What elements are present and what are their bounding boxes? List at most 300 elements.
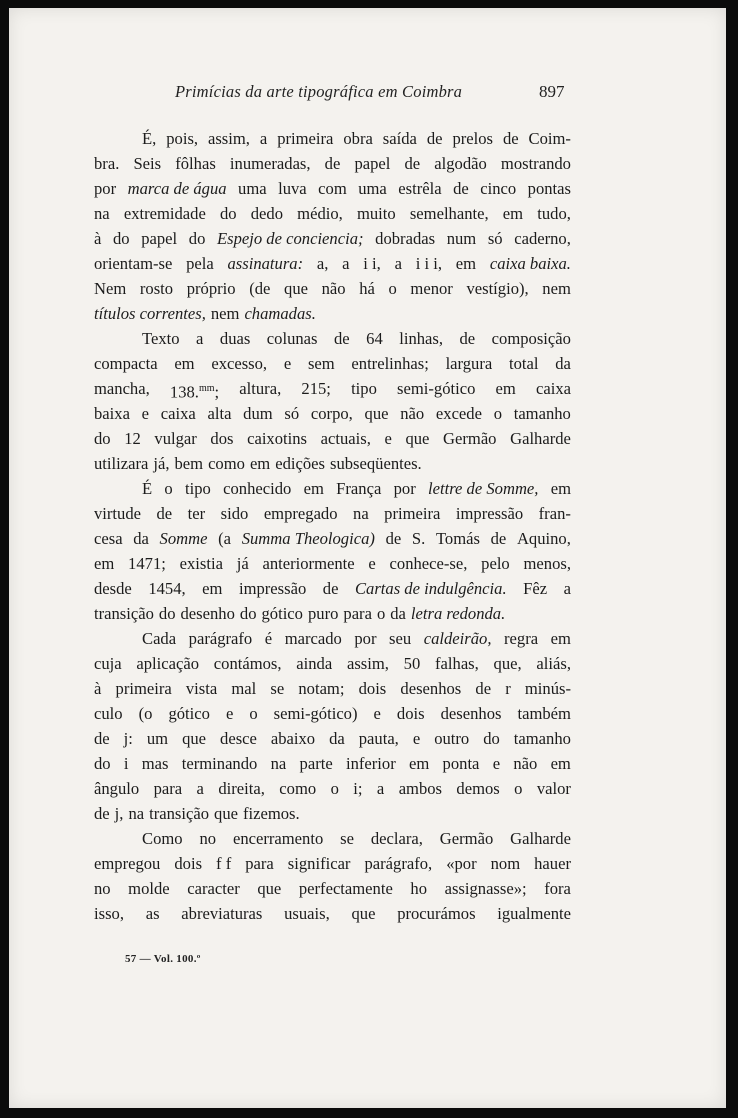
- word: é: [264, 629, 273, 648]
- word: dum: [243, 404, 273, 423]
- word: a: [376, 779, 385, 798]
- text-line: [94, 701, 571, 726]
- word: nom: [490, 854, 521, 873]
- word: de: [156, 504, 173, 523]
- word: encerramento: [232, 829, 324, 848]
- word: colunas: [266, 329, 318, 348]
- word: abreviaturas: [181, 904, 263, 923]
- word: direita,: [218, 779, 265, 798]
- running-title: Primícias da arte tipográfica em Coimbra: [175, 82, 463, 101]
- word: ambos: [398, 779, 443, 798]
- word: desde: [94, 579, 132, 598]
- word: títulos correntes,: [94, 304, 206, 323]
- signature-mark: 57 — Vol. 100.º: [125, 953, 201, 965]
- word: Galharde: [510, 829, 571, 848]
- word: só: [487, 229, 503, 248]
- word: pela: [186, 254, 214, 273]
- word: com: [318, 179, 347, 198]
- word: a: [342, 254, 350, 273]
- word: de: [94, 729, 110, 748]
- word: que: [405, 429, 430, 448]
- word: dois: [174, 854, 203, 873]
- word: em: [174, 354, 195, 373]
- word: a: [394, 254, 402, 273]
- word: caixa: [535, 379, 571, 398]
- word: aplicação: [136, 654, 200, 673]
- word: França: [336, 479, 382, 498]
- word: minús-: [524, 679, 571, 698]
- word: caldeirão,: [423, 629, 492, 648]
- word: orientam-se: [94, 254, 173, 273]
- word: demos: [456, 779, 500, 798]
- text-line: [94, 201, 571, 226]
- word: nem: [210, 304, 240, 323]
- word: de: [404, 154, 421, 173]
- word: na: [270, 754, 287, 773]
- word: do: [483, 729, 500, 748]
- word: só: [284, 404, 300, 423]
- word: à: [94, 679, 102, 698]
- text-line: [94, 376, 571, 401]
- word: também: [517, 704, 571, 723]
- text-line: [94, 776, 571, 801]
- word: que: [364, 404, 389, 423]
- word: aliás,: [536, 654, 571, 673]
- page-number: 897: [539, 82, 565, 101]
- word: na: [94, 204, 110, 223]
- word: ainda: [296, 654, 333, 673]
- word: pontas: [527, 179, 571, 198]
- word: algodão: [434, 154, 487, 173]
- body-text: [94, 126, 571, 926]
- word: em: [550, 479, 571, 498]
- word: j,: [114, 804, 124, 823]
- word: fran-: [538, 504, 571, 523]
- word: Somme: [159, 529, 208, 548]
- text-line: [94, 676, 571, 701]
- text-line: [94, 826, 571, 851]
- text-line: [94, 876, 571, 901]
- word: e: [283, 354, 292, 373]
- word: molde: [128, 879, 170, 898]
- word: desenhos: [440, 704, 502, 723]
- word: muito: [356, 204, 396, 223]
- word: utilizara: [94, 454, 149, 473]
- word: outro: [434, 729, 470, 748]
- word: semi-gótico): [273, 704, 358, 723]
- word: assim,: [207, 129, 250, 148]
- word: o: [388, 279, 397, 298]
- word: mancha,: [94, 379, 150, 398]
- word: Germão: [443, 429, 497, 448]
- text-line: [94, 851, 571, 876]
- word: empregado: [263, 504, 338, 523]
- word: vulgar: [154, 429, 197, 448]
- word: declara,: [370, 829, 423, 848]
- page-header: [9, 82, 726, 106]
- word: contámos,: [213, 654, 282, 673]
- word: f f: [216, 854, 232, 873]
- text-line: [94, 501, 571, 526]
- word: anteriormente: [262, 554, 355, 573]
- word: impressão: [238, 579, 307, 598]
- word: perfectamente: [298, 879, 393, 898]
- word: parte: [299, 754, 333, 773]
- word: saída: [382, 129, 417, 148]
- word: j:: [123, 729, 133, 748]
- word: tipo: [185, 479, 211, 498]
- word: isso,: [94, 904, 124, 923]
- word: que: [284, 279, 308, 298]
- word: usuais,: [284, 904, 330, 923]
- word: Seis: [133, 154, 162, 173]
- word: Nem: [94, 279, 127, 298]
- word: em: [303, 479, 324, 498]
- word: linhas,: [399, 329, 444, 348]
- word: caixotins: [247, 429, 308, 448]
- word: que: [214, 804, 238, 823]
- word: obra: [343, 129, 373, 148]
- word: da: [133, 529, 149, 548]
- word: conhecido: [223, 479, 292, 498]
- word: baixa: [94, 404, 130, 423]
- word: inferior: [345, 754, 396, 773]
- word: primeira: [115, 679, 172, 698]
- word: tipo: [351, 379, 377, 398]
- word: uma: [358, 179, 387, 198]
- word: no: [94, 879, 111, 898]
- word: significar: [287, 854, 351, 873]
- word: o: [514, 779, 523, 798]
- word: tamanho: [513, 404, 571, 423]
- word: de: [490, 529, 507, 548]
- word: da: [390, 604, 406, 623]
- word: do: [94, 429, 111, 448]
- word: excede: [435, 404, 482, 423]
- word: como: [279, 779, 317, 798]
- word: 215;: [301, 379, 331, 398]
- word: a: [196, 779, 204, 798]
- word: da: [329, 729, 345, 748]
- word: gótico: [261, 604, 303, 623]
- word: o: [376, 604, 386, 623]
- word: empregou: [94, 854, 161, 873]
- word: abaixo: [270, 729, 316, 748]
- word: da: [555, 354, 571, 373]
- word: nem: [542, 279, 571, 298]
- word: vestígio),: [466, 279, 529, 298]
- word: valor: [536, 779, 571, 798]
- word: e: [373, 704, 381, 723]
- word: do: [113, 229, 130, 248]
- word: há: [359, 279, 375, 298]
- word: desenhos: [400, 679, 462, 698]
- word: um: [146, 729, 169, 748]
- word: vista: [185, 679, 218, 698]
- word: entrelinhas;: [351, 354, 429, 373]
- word: caixa: [160, 404, 196, 423]
- word: assignasse»;: [444, 879, 527, 898]
- word: do: [239, 604, 257, 623]
- word: de: [324, 154, 341, 173]
- word: fizemos.: [242, 804, 300, 823]
- word: Cada: [142, 629, 177, 648]
- word: para: [343, 604, 372, 623]
- text-line: [94, 451, 571, 476]
- word: falhas,: [435, 654, 479, 673]
- word: de: [94, 804, 110, 823]
- word: parágrafo: [188, 629, 253, 648]
- word: o: [249, 704, 258, 723]
- word: assim,: [346, 654, 389, 673]
- word: i i,: [363, 254, 381, 273]
- word: e: [141, 404, 150, 423]
- word: 64: [366, 329, 383, 348]
- word: em: [502, 204, 524, 223]
- word: já,: [153, 454, 170, 473]
- word: puro: [307, 604, 339, 623]
- word: que: [351, 904, 376, 923]
- word: alta: [207, 404, 232, 423]
- word: caixa baixa.: [489, 254, 571, 273]
- text-line: [94, 226, 571, 251]
- word: Aquino,: [516, 529, 571, 548]
- word: em: [94, 554, 115, 573]
- word: edições: [275, 454, 325, 473]
- word: 138.$^{mm}$;: [169, 382, 220, 402]
- text-line: [94, 301, 571, 326]
- word: total: [508, 354, 539, 373]
- word: letra redonda.: [410, 604, 506, 623]
- word: para: [245, 854, 274, 873]
- text-line: [94, 576, 571, 601]
- text-line: [94, 626, 571, 651]
- word: à: [94, 229, 102, 248]
- word: bra.: [94, 154, 120, 173]
- word: «por: [446, 854, 477, 873]
- text-line: [94, 126, 571, 151]
- word: seu: [389, 629, 412, 648]
- word: de: [475, 679, 492, 698]
- word: (a: [218, 529, 232, 548]
- word: médio,: [297, 204, 343, 223]
- word: dois: [358, 679, 387, 698]
- word: S.: [411, 529, 426, 548]
- text-line: [94, 526, 571, 551]
- word: Galharde: [510, 429, 571, 448]
- word: para: [153, 779, 183, 798]
- word: papel: [354, 154, 391, 173]
- word: próprio: [186, 279, 236, 298]
- word: papel: [141, 229, 178, 248]
- word: estrêla: [398, 179, 442, 198]
- word: Como: [142, 829, 183, 848]
- text-line: [94, 901, 571, 926]
- word: já: [236, 554, 249, 573]
- text-line: [94, 601, 571, 626]
- word: 1471;: [128, 554, 166, 573]
- word: e: [412, 729, 421, 748]
- word: parágrafo,: [364, 854, 433, 873]
- word: de: [459, 329, 476, 348]
- word: cesa: [94, 529, 123, 548]
- word: e: [492, 754, 501, 773]
- text-line: [94, 326, 571, 351]
- text-line: [94, 751, 571, 776]
- word: culo: [94, 704, 123, 723]
- word: desenho: [180, 604, 235, 623]
- word: em: [409, 754, 430, 773]
- word: prelos: [452, 129, 493, 148]
- word: caracter: [187, 879, 240, 898]
- word: actuais,: [320, 429, 371, 448]
- word: que: [182, 729, 207, 748]
- word: (de: [249, 279, 271, 298]
- text-line: [94, 251, 571, 276]
- word: lettre de Somme,: [428, 479, 539, 498]
- word: impressão: [455, 504, 524, 523]
- word: não: [321, 279, 346, 298]
- text-line: [94, 726, 571, 751]
- word: as: [145, 904, 160, 923]
- word: e: [384, 429, 392, 448]
- word: se: [340, 829, 354, 848]
- word: Cartas de indulgência.: [354, 579, 507, 598]
- word: primeira: [277, 129, 334, 148]
- word: num: [446, 229, 477, 248]
- word: hauer: [534, 854, 571, 873]
- text-line: [94, 401, 571, 426]
- word: de: [426, 129, 443, 148]
- word: de: [322, 579, 339, 598]
- word: por: [393, 479, 416, 498]
- word: pauta,: [358, 729, 399, 748]
- word: por: [94, 179, 117, 198]
- word: ho: [410, 879, 427, 898]
- word: dedo: [250, 204, 284, 223]
- word: compacta: [94, 354, 158, 373]
- word: ter: [187, 504, 206, 523]
- word: i: [123, 754, 129, 773]
- word: r: [505, 679, 511, 698]
- word: sido: [220, 504, 249, 523]
- word: menor: [410, 279, 453, 298]
- word: na: [128, 804, 145, 823]
- word: do: [158, 604, 176, 623]
- word: regra: [504, 629, 539, 648]
- word: de: [453, 179, 469, 198]
- word: que: [257, 879, 282, 898]
- word: transição: [94, 604, 154, 623]
- word: dos: [210, 429, 234, 448]
- word: i i i,: [415, 254, 443, 273]
- word: dobradas: [375, 229, 436, 248]
- word: em: [249, 454, 271, 473]
- word: cuja: [94, 654, 122, 673]
- word: É: [142, 479, 153, 498]
- word: na: [353, 504, 369, 523]
- word: bem: [174, 454, 204, 473]
- word: que,: [493, 654, 522, 673]
- word: gótico: [168, 704, 210, 723]
- word: como: [208, 454, 245, 473]
- word: em: [550, 754, 571, 773]
- word: transição: [149, 804, 210, 823]
- word: fôlhas: [175, 154, 216, 173]
- word: mas: [141, 754, 169, 773]
- word: 12: [124, 429, 141, 448]
- word: sem: [307, 354, 335, 373]
- word: o: [164, 479, 173, 498]
- word: não: [400, 404, 425, 423]
- word: menos,: [523, 554, 571, 573]
- word: mal: [231, 679, 257, 698]
- book-page: [9, 8, 726, 1108]
- word: Texto: [142, 329, 180, 348]
- word: extremidade: [123, 204, 206, 223]
- word: marca de água: [127, 179, 227, 198]
- word: tamanho: [513, 729, 571, 748]
- text-line: [94, 551, 571, 576]
- word: 50: [403, 654, 421, 673]
- word: a: [563, 579, 571, 598]
- word: do: [220, 204, 237, 223]
- word: tudo,: [537, 204, 571, 223]
- word: fora: [544, 879, 571, 898]
- word: Tomás: [435, 529, 480, 548]
- word: duas: [219, 329, 251, 348]
- word: e: [225, 704, 234, 723]
- text-line: [94, 176, 571, 201]
- word: do: [94, 754, 111, 773]
- text-line: [94, 426, 571, 451]
- text-line: [94, 476, 571, 501]
- word: marcado: [284, 629, 342, 648]
- word: dois: [396, 704, 425, 723]
- word: Espejo de conciencia;: [217, 229, 364, 248]
- word: uma: [238, 179, 267, 198]
- word: desce: [220, 729, 257, 748]
- word: do: [188, 229, 206, 248]
- word: cinco: [480, 179, 517, 198]
- word: semelhante,: [409, 204, 489, 223]
- word: caderno,: [514, 229, 571, 248]
- word: ângulo: [94, 779, 140, 798]
- word: (o: [138, 704, 153, 723]
- word: chamadas.: [244, 304, 316, 323]
- word: Coim-: [528, 129, 571, 148]
- word: assinatura:: [227, 254, 304, 273]
- word: composição: [491, 329, 571, 348]
- text-line: [94, 151, 571, 176]
- text-line: [94, 276, 571, 301]
- word: altura,: [239, 379, 282, 398]
- word: 1454,: [148, 579, 186, 598]
- word: procurámos: [397, 904, 476, 923]
- word: Summa Theologica): [241, 529, 375, 548]
- word: em: [550, 629, 571, 648]
- word: corpo,: [310, 404, 353, 423]
- word: rosto: [139, 279, 174, 298]
- word: existia: [179, 554, 223, 573]
- word: pelo: [481, 554, 510, 573]
- word: subseqüentes.: [329, 454, 422, 473]
- word: luva: [278, 179, 307, 198]
- word: inumeradas,: [229, 154, 311, 173]
- word: se: [270, 679, 285, 698]
- word: em: [202, 579, 223, 598]
- word: semi-gótico: [397, 379, 476, 398]
